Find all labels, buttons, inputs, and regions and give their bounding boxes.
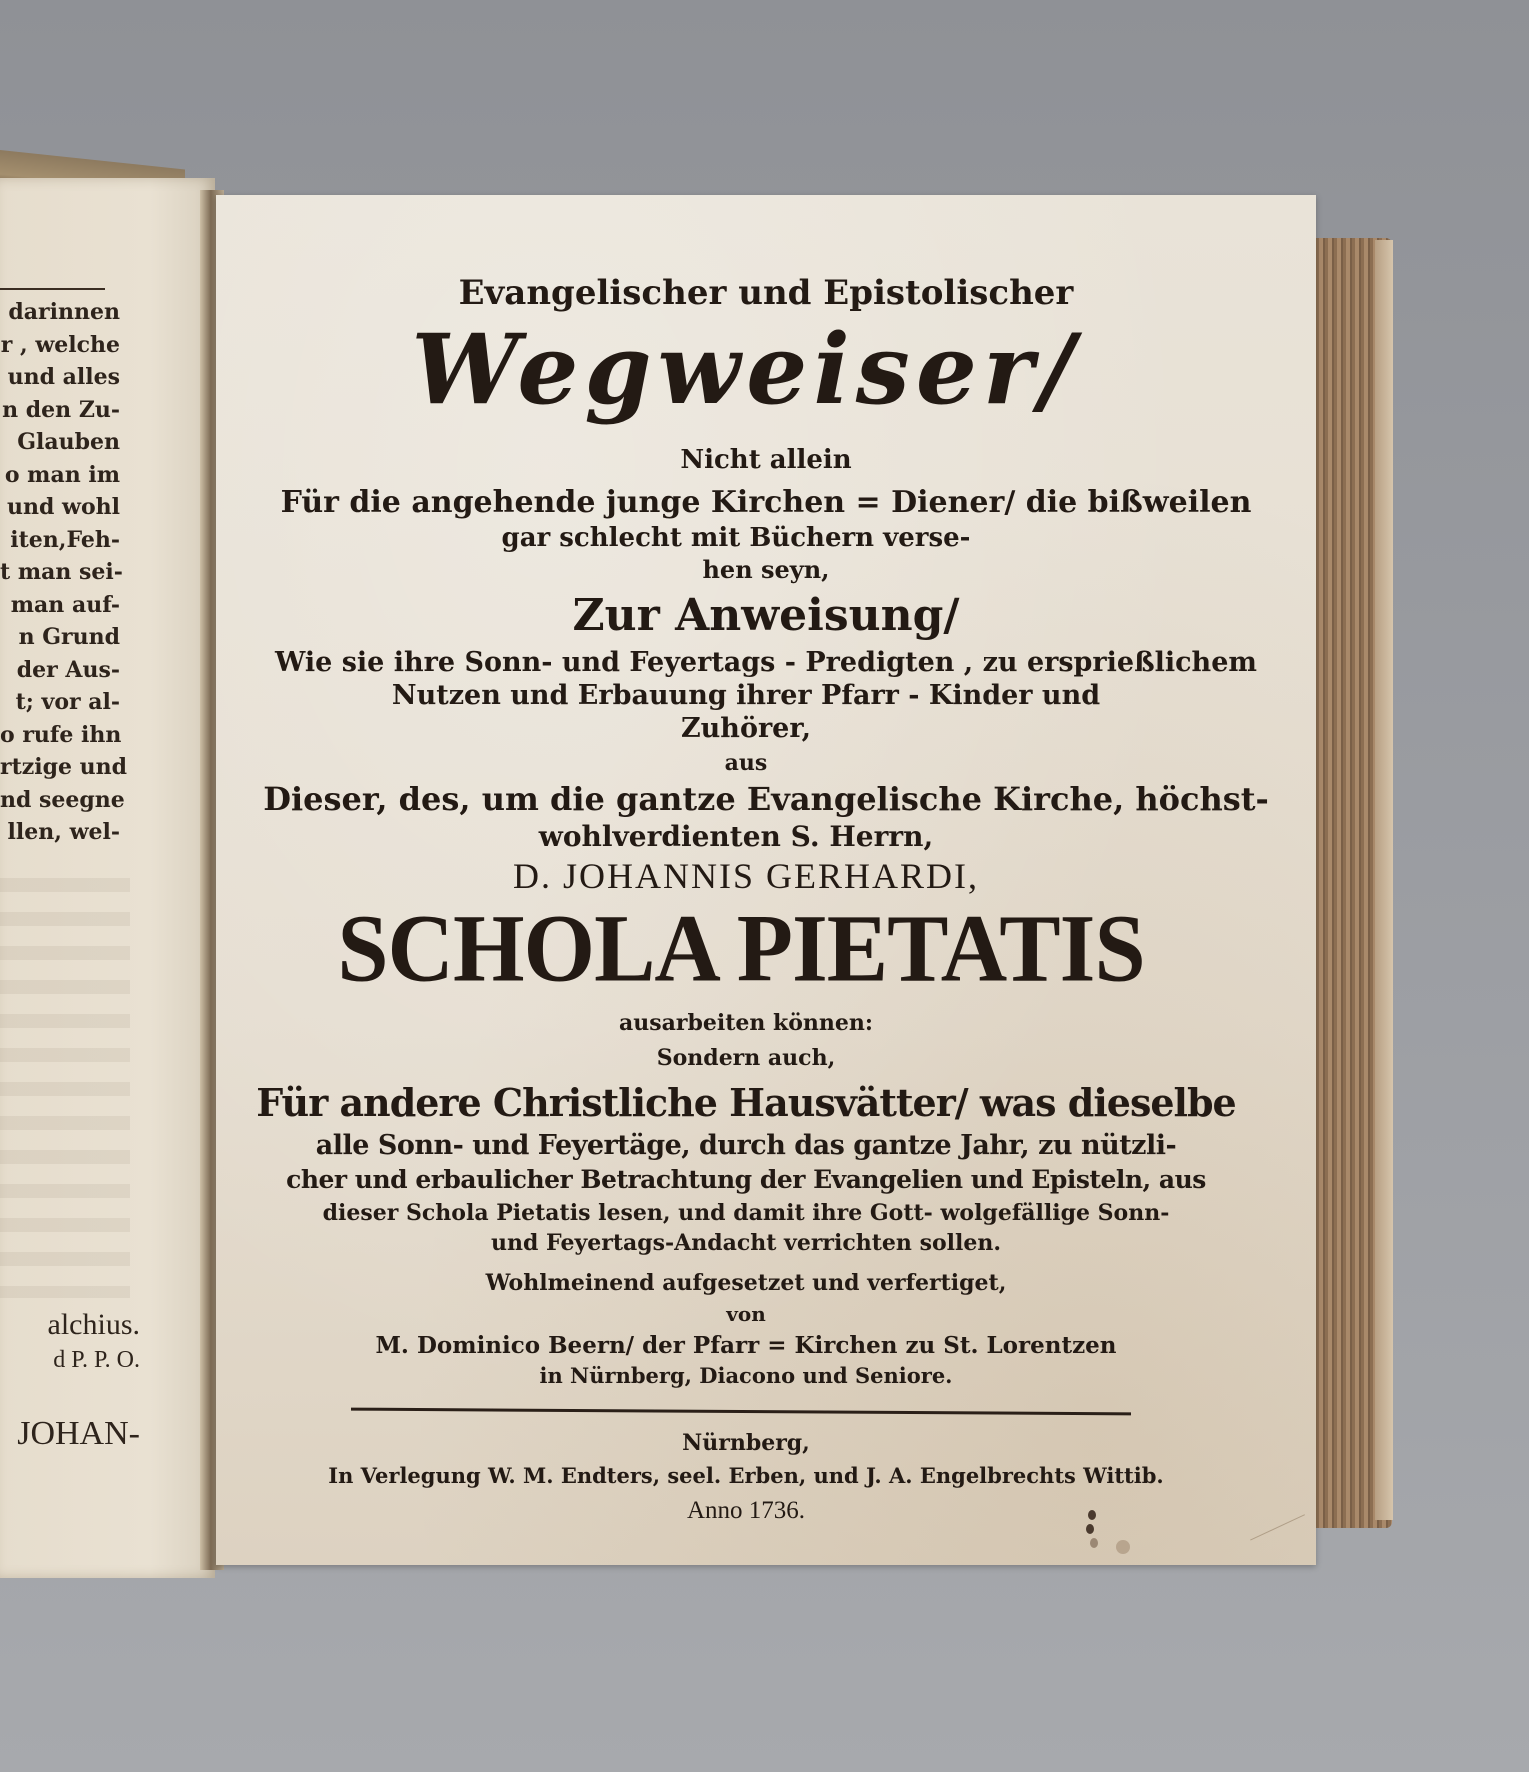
left-line: r , welche bbox=[0, 331, 120, 358]
left-line: man auf- bbox=[10, 591, 120, 618]
title-line: Zuhörer, bbox=[680, 713, 812, 744]
left-page-rule bbox=[0, 288, 105, 290]
left-page-footer bbox=[0, 1308, 140, 1454]
imprint-rule bbox=[351, 1408, 1131, 1416]
title-line: und Feyertags-Andacht verrichten sollen. bbox=[491, 1230, 1001, 1256]
title-line: Für die angehende junge Kirchen = Diener/ die bißweilen bbox=[280, 485, 1252, 520]
left-page-text bbox=[0, 296, 128, 849]
editor-line: in Nürnberg, Diacono und Seniore. bbox=[539, 1363, 953, 1388]
left-line: llen, wel- bbox=[7, 819, 120, 845]
author-name: D. JOHANNIS GERHARDI, bbox=[512, 856, 979, 896]
left-line: n den Zu- bbox=[2, 396, 120, 423]
left-line: der Aus- bbox=[16, 656, 120, 683]
title-line: Nutzen und Erbauung ihrer Pfarr - Kinder und bbox=[391, 680, 1101, 711]
left-line: Glauben bbox=[17, 429, 120, 455]
subtitle: Zur Anweisung/ bbox=[572, 590, 960, 641]
work-title: SCHOLA PIETATIS bbox=[337, 894, 1145, 1002]
left-line: t; vor al- bbox=[15, 689, 120, 715]
title-line: Evangelischer und Epistolischer bbox=[458, 273, 1074, 313]
title-line: ausarbeiten können: bbox=[618, 1010, 874, 1036]
left-line: n Grund bbox=[18, 624, 120, 650]
title-line: Nicht allein bbox=[680, 445, 852, 475]
left-line: und alles bbox=[7, 364, 120, 390]
title-line: Dieser, des, um die gantze Evangelische Kirche, höchst- bbox=[263, 780, 1269, 818]
title-line: Für andere Christliche Hausvätter/ was dieselbe bbox=[256, 1080, 1236, 1125]
title-line: alle Sonn- und Feyertäge, durch das gantze Jahr, zu nützli- bbox=[315, 1130, 1177, 1161]
bleed-through-text bbox=[0, 878, 130, 1298]
left-line: t man sei- bbox=[0, 559, 123, 585]
main-title: Wegweiser/ bbox=[411, 313, 1081, 426]
title-line: Wie sie ihre Sonn- und Feyertags - Predigten , zu ersprießlichem bbox=[275, 647, 1257, 678]
left-page bbox=[0, 178, 215, 1578]
title-line: wohlverdienten S. Herrn, bbox=[538, 820, 934, 853]
title-line: gar schlecht mit Büchern verse- bbox=[501, 523, 971, 553]
title-line: Sondern auch, bbox=[656, 1045, 836, 1071]
editor-line: M. Dominico Beern/ der Pfarr = Kirchen zu St. Lorentzen bbox=[375, 1332, 1117, 1359]
title-line: aus bbox=[724, 750, 768, 776]
title-page bbox=[216, 195, 1316, 1565]
title-line: von bbox=[726, 1302, 766, 1326]
left-footer-line: JOHAN- bbox=[17, 1415, 140, 1452]
left-line: und wohl bbox=[7, 494, 120, 520]
left-line: nd seegne bbox=[0, 786, 125, 813]
imprint-place: Nürnberg, bbox=[682, 1430, 810, 1456]
left-line: darinnen bbox=[8, 299, 120, 325]
left-line: iten,Feh- bbox=[10, 526, 120, 553]
title-line: Wohlmeinend aufgesetzet und verfertiget, bbox=[485, 1270, 1007, 1296]
left-line: rtzige und bbox=[0, 754, 128, 780]
imprint-publisher: In Verlegung W. M. Endters, seel. Erben, und J. A. Engelbrechts Wittib. bbox=[328, 1463, 1164, 1488]
left-line: o man im bbox=[4, 461, 120, 488]
wormhole-damage bbox=[1086, 1510, 1136, 1560]
left-line: o rufe ihn bbox=[0, 721, 122, 748]
title-line: cher und erbaulicher Betrachtung der Evangelien und Episteln, aus bbox=[286, 1165, 1206, 1194]
left-footer-line: alchius. bbox=[47, 1308, 140, 1341]
title-line: hen seyn, bbox=[702, 555, 830, 584]
back-cover-edge bbox=[1375, 240, 1393, 1520]
title-line: dieser Schola Pietatis lesen, und damit ihre Gott- wolgefällige Sonn- bbox=[322, 1200, 1170, 1226]
imprint-year: Anno 1736. bbox=[686, 1497, 806, 1524]
left-footer-line: d P. P. O. bbox=[53, 1347, 140, 1373]
